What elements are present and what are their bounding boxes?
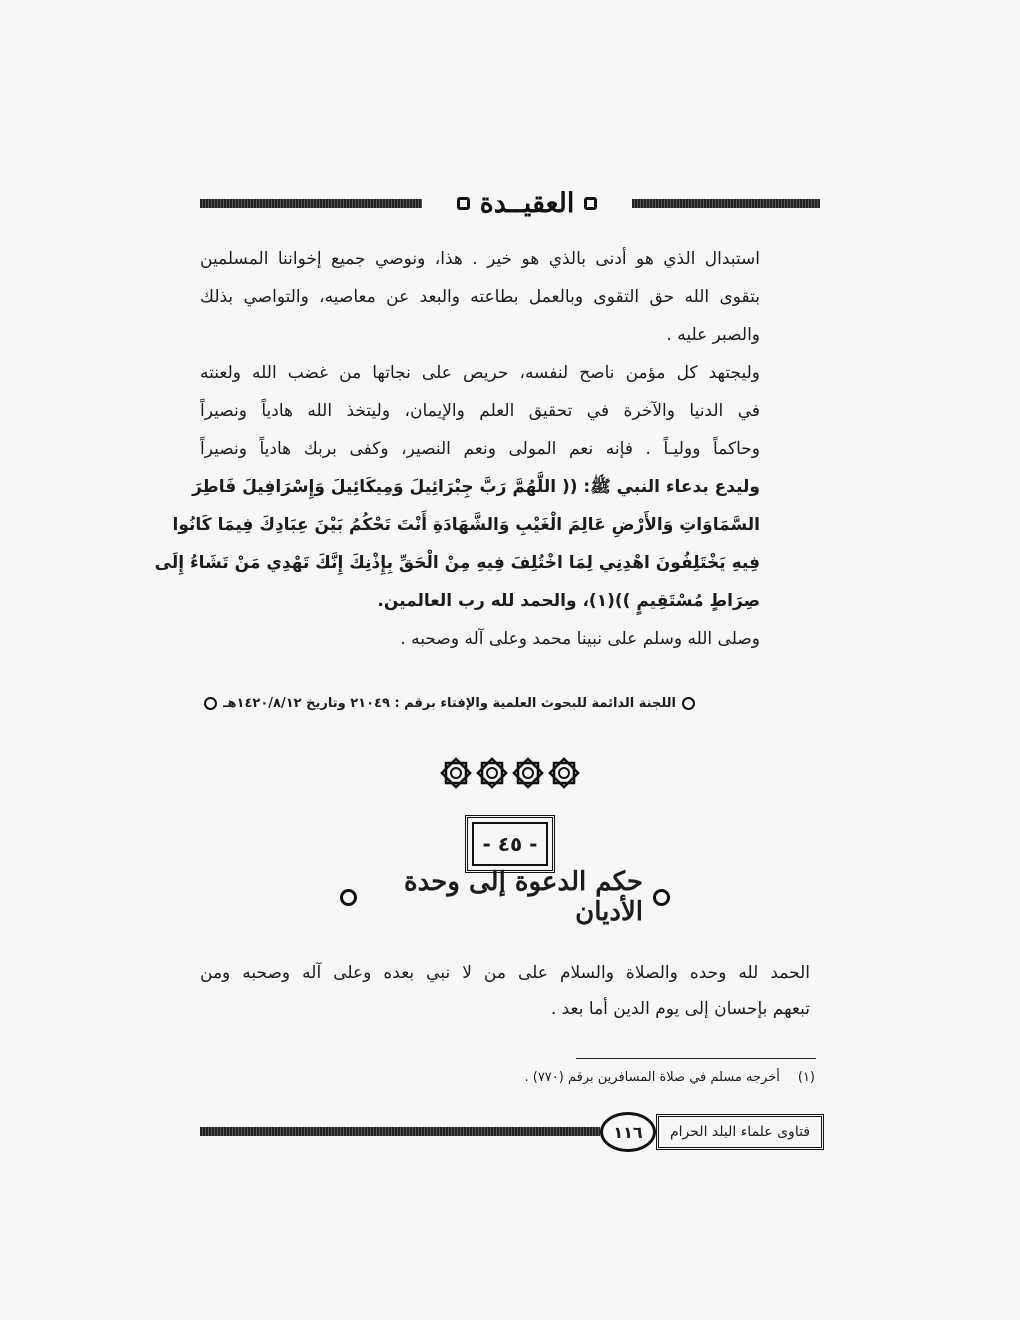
footer-rule [200, 1127, 600, 1136]
footnote-text: أخرجه مسلم في صلاة المسافرين برقم (٧٧٠) . [524, 1070, 780, 1085]
text-line: الحمد لله وحده والصلاة والسلام على من لا نبي بعده وعلى آله وصحبه ومن [200, 963, 810, 983]
square-bullet-icon [584, 197, 597, 210]
text-line: في الدنيا والآخرة في تحقيق العلم والإيمان، وليتخذ الله هادياً ونصيراً [200, 401, 760, 421]
fatwa-source [205, 696, 695, 711]
text-line: وحاكماً ووليـاً . فإنه نعم المولى ونعم النصير، وكفى بربك هادياً ونصيراً [200, 439, 760, 459]
footnote-marker: (١) [797, 1070, 815, 1085]
book-title: فتاوى علماء البلد الحرام [656, 1114, 824, 1150]
section-number: - ٤٥ - [472, 822, 548, 866]
star-ornament-icon [440, 757, 472, 789]
circle-bullet-icon [653, 889, 670, 906]
hadith-line: السَّمَاوَاتِ وَالأَرْضِ عَالِمَ الْغَيْبِ وَالشَّهَادَةِ أَنْتَ تَحْكُمُ بَيْنَ عِبَادِكَ فِيمَا كَانُوا [172, 515, 760, 535]
text-line: وصلى الله وسلم على نبينا محمد وعلى آله وصحبه . [400, 629, 760, 649]
header-title: العقيــدة [479, 187, 575, 219]
text-line: تبعهم بإحسان إلى يوم الدين أما بعد . [550, 999, 810, 1019]
hadith-line: فِيهِ يَخْتَلِفُونَ اهْدِنِي لِمَا اخْتُلِفَ فِيهِ مِنْ الْحَقِّ بِإِذْنِكَ إِنَّكَ تَهْدِي مَنْ تَشَاءُ إِلَى [154, 553, 760, 573]
body-paragraph-2 [200, 955, 810, 1027]
text-line: استبدال الذي هو أدنى بالذي هو خير . هذا، ونوصي جميع إخواننا المسلمين [200, 249, 760, 269]
running-header [200, 183, 820, 223]
hadith-line: وليدع بدعاء النبي ﷺ: (( اللَّهُمَّ رَبَّ جِبْرَائِيلَ وَمِيكَائِيلَ وَإِسْرَافِيلَ فَاطِرَ [192, 477, 760, 497]
circle-bullet-icon [204, 697, 217, 710]
circle-bullet-icon [682, 697, 695, 710]
star-ornament-icon [548, 757, 580, 789]
circle-bullet-icon [340, 889, 357, 906]
section-heading [340, 867, 670, 927]
section-title: حكم الدعوة إلى وحدة الأديان [404, 867, 643, 927]
ornament-divider [440, 757, 580, 791]
header-title-group [432, 183, 622, 223]
header-rule-right [632, 199, 820, 208]
footnote-rule [576, 1058, 816, 1059]
text-line: وليجتهد كل مؤمن ناصح لنفسه، حريص على نجاتها من غضب الله ولعنته [200, 363, 760, 383]
hadith-line: صِرَاطٍ مُسْتَقِيمٍ ))(١)، والحمد لله رب العالمين. [377, 591, 760, 611]
page-number: ١١٦ [600, 1112, 656, 1152]
text-line: والصبر عليه . [666, 325, 760, 345]
header-rule-left [200, 199, 422, 208]
footnote [470, 1070, 815, 1085]
star-ornament-icon [512, 757, 544, 789]
star-ornament-icon [476, 757, 508, 789]
section-number-box [465, 815, 555, 873]
text-line: بتقوى الله حق التقوى وبالعمل بطاعته والبعد عن معاصيه، والتواصي بذلك [200, 287, 760, 307]
body-paragraph-1 [154, 240, 760, 658]
square-bullet-icon [457, 197, 470, 210]
fatwa-source-text: اللجنة الدائمة للبحوث العلمية والإفتاء برقم : ٢١٠٤٩ وتاريخ ١٤٢٠/٨/١٢هـ [223, 696, 676, 711]
running-footer [200, 1112, 830, 1156]
